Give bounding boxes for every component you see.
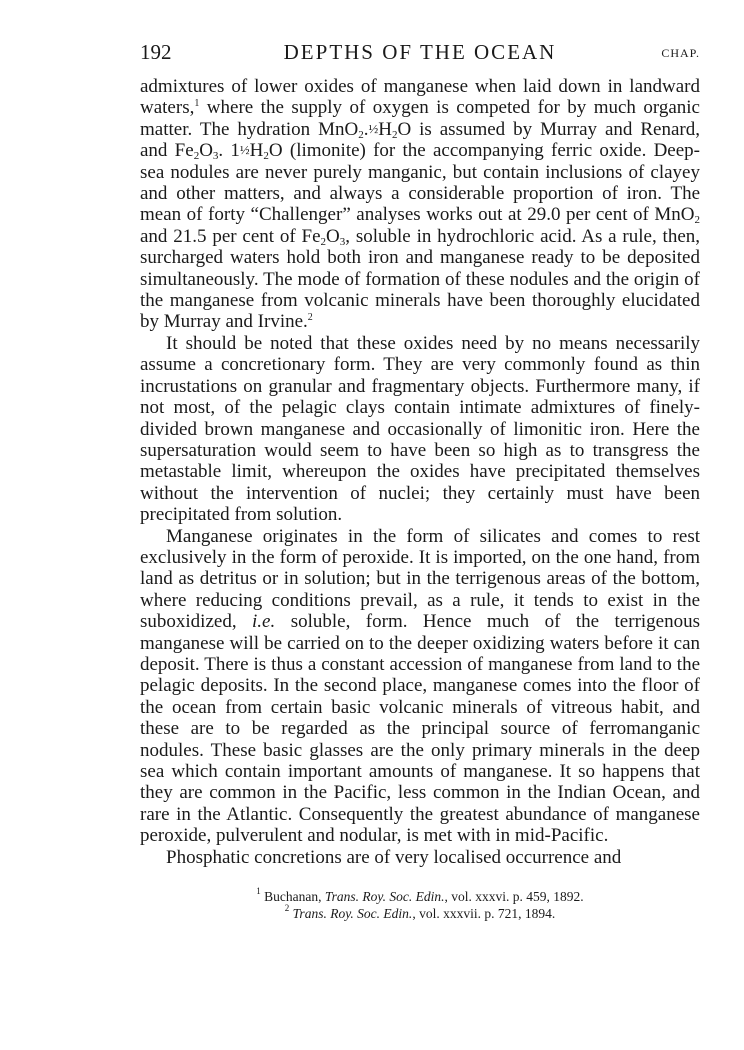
chapter-mark: CHAP. xyxy=(661,46,700,60)
subscript: 3 xyxy=(212,150,219,163)
body-text xyxy=(140,76,700,868)
text-segment: H xyxy=(249,140,264,162)
paragraph-3 xyxy=(140,526,700,847)
footnote-citation: , vol. xxxvi. p. 459, 1892. xyxy=(444,889,584,905)
footnote-journal: Trans. Roy. Soc. Edin. xyxy=(324,889,445,905)
text-segment: soluble, form. Hence much of the terrigenous manganese will be carried on to the deeper oxidizing waters before it can deposit. There is thus a constant accession of manganese from land to the pelagic deposits. In the second place, manganese comes into the floor of the ocean from certain basic volcanic minerals of vitreous habit, and these are to be regarded as the principal source of ferromanganic nodules. These basic glasses are the only primary minerals in the deep sea which contain important amounts of manganese. It so happens that they are common in the Pacific, less common in the Indian Ocean, and rare in the Atlantic. Consequently the greatest abundance of manganese peroxide, pulverulent and nodular, is met with in mid-Pacific. xyxy=(140,611,700,847)
footnote-author: Buchanan, xyxy=(260,889,325,905)
footnote-marker: 2 xyxy=(284,903,290,914)
text-segment: Manganese originates in the form of silicates and comes to rest exclusively in the form of peroxide. It is imported, on the one hand, from land as detritus or in solution; but in the terrigenous areas of the bottom, where reducing conditions prevail, as a rule, it tends to exist in the suboxidized, xyxy=(140,525,700,633)
footnote-1 xyxy=(140,888,700,905)
text-segment: admixtures of lower oxides of manganese when laid down in landward waters, xyxy=(140,76,700,119)
text-segment: , soluble in hydrochloric acid. As a rule, then, surcharged waters hold both iron and manganese ready to be deposited simultaneously. The mode of formation of these nodules and the origin of the manganese from volcanic minerals have been thoroughly elucidated by Murray and Irvine. xyxy=(140,225,701,333)
footnote-journal: Trans. Roy. Soc. Edin. xyxy=(292,906,413,922)
footnotes xyxy=(140,888,700,922)
fraction: ½ xyxy=(239,142,250,158)
italic-abbreviation: i.e. xyxy=(252,611,276,633)
text-segment: and 21.5 per cent of Fe xyxy=(140,225,321,247)
page-number: 192 xyxy=(140,40,172,64)
subscript: 2 xyxy=(263,150,269,163)
subscript: 3 xyxy=(339,235,346,248)
subscript: 2 xyxy=(193,150,200,163)
text-segment: O xyxy=(199,140,213,162)
text-segment: where the supply of oxygen is competed for by much organic matter. The hydration MnO xyxy=(140,97,700,140)
footnote-citation: , vol. xxxvii. p. 721, 1894. xyxy=(412,906,556,922)
text-segment: . xyxy=(363,118,369,140)
running-title: DEPTHS OF THE OCEAN xyxy=(283,40,557,64)
subscript: 2 xyxy=(358,128,364,141)
footnote-marker: 1 xyxy=(256,886,261,897)
paragraph-2: It should be noted that these oxides need by no means necessarily assume a concretionary form. They are very commonly found as thin incrustations on granular and fragmentary objects. Furthermore many, if not most, of the pelagic clays contain intimate admixtures of finely-divided brown manganese and occasionally of limonitic iron. Here the supersaturation would seem to have been so high as to transgress the metastable limit, whereupon the oxides have precipitated themselves without the intervention of nuclei; they certainly must have been precipitated from solution. xyxy=(140,332,700,526)
paragraph-4: Phosphatic concretions are of very localised occurrence and xyxy=(166,846,622,868)
text-segment: O (limonite) for the accompanying ferric oxide. Deep-sea nodules are never purely manganic, but contain inclusions of clayey and other matters, and always a considerable proportion of iron. The mean of forty “Challenger” analyses works out at 29.0 per cent of MnO xyxy=(140,140,700,226)
text-segment: O is assumed by Murray and Renard, and Fe xyxy=(140,118,700,162)
footnote-ref-2: 2 xyxy=(307,312,313,324)
footnote-2 xyxy=(140,905,700,922)
book-page xyxy=(140,40,700,922)
fraction: ½ xyxy=(368,120,379,136)
subscript: 2 xyxy=(320,235,327,248)
text-segment: O xyxy=(326,225,340,247)
subscript: 2 xyxy=(694,214,700,227)
text-segment: . 1 xyxy=(218,140,240,162)
subscript: 2 xyxy=(391,128,398,141)
footnote-ref-1: 1 xyxy=(194,98,200,110)
text-segment: H xyxy=(378,118,392,140)
running-head xyxy=(140,40,700,76)
paragraph-1 xyxy=(140,76,700,333)
